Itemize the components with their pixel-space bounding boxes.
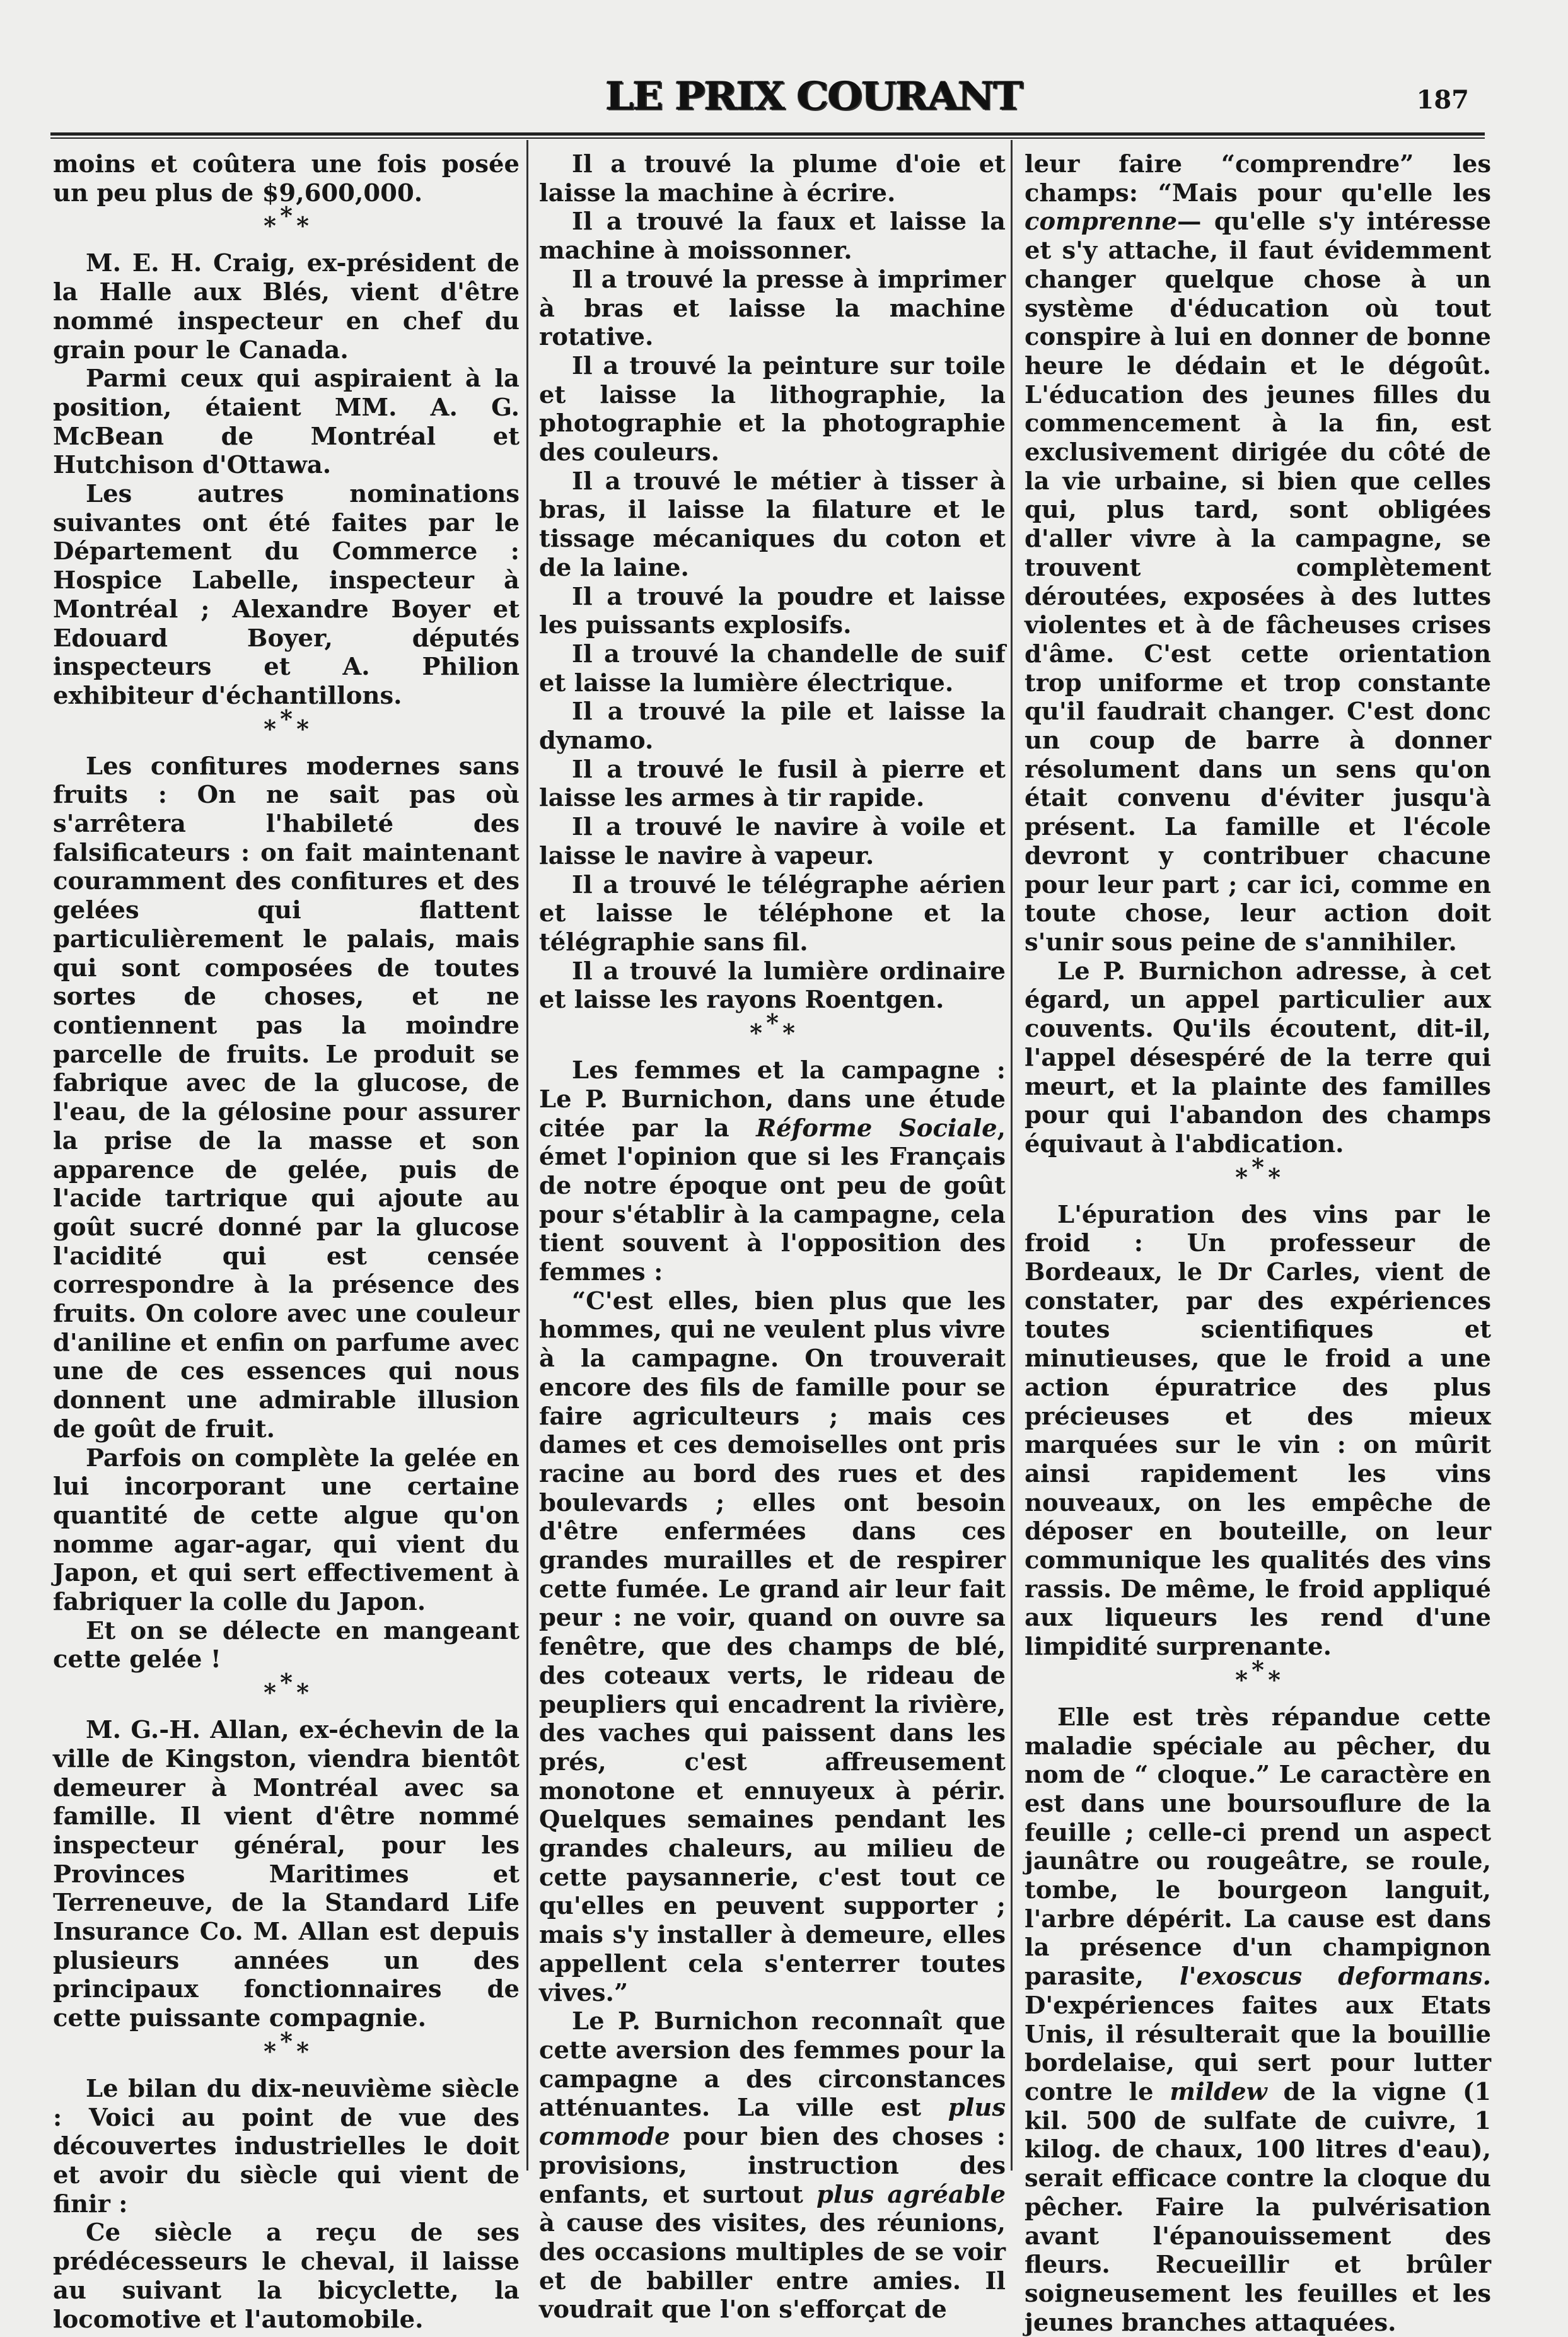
paragraph: Il a trouvé la chandelle de suif et laisse la lumière électrique. [539, 639, 1006, 697]
paragraph: Il a trouvé la faux et laisse la machine à moissonner. [539, 207, 1006, 265]
paragraph: Parmi ceux qui aspiraient à la position, étaient MM. A. G. McBean de Montréal et Hutchison d'Ottawa. [53, 364, 520, 480]
paragraph: Il a trouvé le navire à voile et laisse le navire à vapeur. [539, 813, 1006, 870]
asterism: * * * [264, 704, 309, 743]
paragraph: L'épuration des vins par le froid : Un professeur de Bordeaux, le Dr Carles, vient de constater, par des expériences toutes scientifiques et minutieuses, que le froid a une action épuratrice des plus précieuses et des mieux marquées sur le vin : on mûrit ainsi rapidement les vins nouveaux, on les empêche de déposer en bouteille, on leur communique les qualités des vins rassis. De même, le froid appliqué aux liqueurs les rend d'une limpidité surprenante. [1025, 1200, 1491, 1662]
paragraph: M. G.-H. Allan, ex-échevin de la ville de Kingston, viendra bientôt demeurer à Montréal avec sa famille. Il vient d'être nommé inspecteur général, pour les Provinces Maritimes et Terreneuve, de la Standard Life Insurance Co. M. Allan est depuis plusieurs années un des principaux fonctionnaires de cette puissante compagnie. [53, 1716, 520, 2033]
text-run: Les femmes et la campagne : Le P. Burnichon, dans une étude citée par la [539, 1056, 1006, 1143]
paragraph: Parfois on complète la gelée en lui incorporant une certaine quantité de cette algue qu'on nomme agar-agar, qui vient du Japon, et qui sert effectivement à fabriquer la colle du Japon. [53, 1443, 520, 1617]
column-1 [53, 150, 520, 2334]
text-run: D'expériences faites aux Etats Unis, il résulterait que la bouillie bordelaise, qui sert pour lutter contre le [1025, 1991, 1491, 2106]
paragraph: Il a trouvé le télégraphe aérien et laisse le téléphone et la télégraphie sans fil. [539, 870, 1006, 957]
asterism: * * * [264, 2026, 309, 2065]
italic-run: mildew [1170, 2078, 1267, 2106]
masthead [50, 60, 1482, 129]
paragraph: Les autres nominations suivantes ont été faites par le Département du Commerce : Hospice Labelle, inspecteur à Montréal ; Alexandre Boyer et Edouard Boyer, députés inspecteurs et A. Philion exhibiteur d'échantillons. [53, 480, 520, 710]
paragraph: Il a trouvé la lumière ordinaire et laisse les rayons Roentgen. [539, 957, 1006, 1015]
italic-run: plus commode [539, 2094, 1006, 2152]
text-run: à cause des visites, des réunions, des occasions multiples de se voir et de babiller entre amies. Il voudrait que l'on s'efforçat de [539, 2209, 1006, 2324]
asterism: * * * [264, 201, 309, 240]
column-2 [539, 150, 1006, 2324]
text-run: de la vigne (1 kil. 500 de sulfate de cuivre, 1 kilog. de chaux, 100 litres d'eau), serait efficace contre la cloque du pêcher. Faire la pulvérisation avant l'épanouissement des fleurs. Recueillir et brûler soigneusement les feuilles et les jeunes branches attaquées. [1025, 2078, 1491, 2337]
paragraph: moins et coûtera une fois posée un peu plus de $9,600,000. [53, 150, 520, 207]
italic-run: comprenne [1025, 207, 1178, 236]
paragraph: M. E. H. Craig, ex-président de la Halle aux Blés, vient d'être nommé inspecteur en chef du grain pour le Canada. [53, 249, 520, 364]
asterism: * * * [1235, 1152, 1281, 1191]
paragraph: Il a trouvé le fusil à pierre et laisse les armes à tir rapide. [539, 755, 1006, 813]
text-run: , émet l'opinion que si les Français de notre époque ont peu de goût pour s'établir à la campagne, cela tient souvent à l'opposition des femmes : [539, 1114, 1006, 1287]
paragraph: Il a trouvé la poudre et laisse les puissants explosifs. [539, 582, 1006, 640]
asterism: * * * [264, 1668, 309, 1707]
asterism: * * * [750, 1008, 795, 1047]
paragraph [539, 2007, 1006, 2324]
paragraph: Les confitures modernes sans fruits : On ne sait pas où s'arrêtera l'habileté des falsificateurs : on fait maintenant couramment des confitures et des gelées qui flattent particulièrement le palais, mais qui sont composées de toutes sortes de choses, et ne contiennent pas la moindre parcelle de fruits. Le produit se fabrique avec de la glucose, de l'eau, de la gélosine pour assurer la prise de la masse et son apparence de gelée, puis de l'acide tartrique qui ajoute au goût sucré donné par la glucose l'acidité qui est censée correspondre à la présence des fruits. On colore avec une couleur d'aniline et enfin on parfume avec une de ces essences qui nous donnent une admirable illusion de goût de fruit. [53, 752, 520, 1443]
italic-run: plus agréable [816, 2180, 1006, 2209]
paragraph: Le P. Burnichon adresse, à cet égard, un appel particulier aux couvents. Qu'ils écoutent, dit-il, l'appel désespéré de la terre qui meurt, et la plainte des familles pour qui l'abandon des champs équivaut à l'abdication. [1025, 957, 1491, 1158]
text-run: Elle est très répandue cette maladie spéciale au pêcher, du nom de “ cloque.” Le caractère en est dans une boursouflure de la feuille ; celle-ci prend un aspect jaunâtre ou rougeâtre, se roule, tombe, le bourgeon languit, l'arbre dépérit. La cause est dans la présence d'un champignon parasite, [1025, 1703, 1491, 1991]
text-run: leur faire “comprendre” les champs: “Mais pour qu'elle les [1025, 150, 1491, 207]
paragraph: Il a trouvé le métier à tisser à bras, il laisse la filature et le tissage mécaniques du coton et de la laine. [539, 467, 1006, 582]
text-run: — qu'elle s'y intéresse et s'y attache, il faut évidemment changer quelque chose à un système d'éducation où tout conspire à lui en donner de bonne heure le dédain et le dégoût. L'éducation des jeunes filles du commencement à la fin, est exclusivement dirigée du côté de la vie urbaine, si bien que celles qui, plus tard, sont obligées d'aller vivre à la campagne, se trouvent complètement déroutées, exposées à des luttes violentes et à de fâcheuses crises d'âme. C'est cette orientation trop uniforme et trop constante qu'il faudrait changer. C'est donc un coup de barre à donner résolument dans un sens qu'on était convenu d'éviter jusqu'à présent. La famille et l'école devront y contribuer chacune pour leur part ; car ici, comme en toute chose, leur action doit s'unir sous peine de s'annihiler. [1025, 207, 1491, 957]
text-run: Le P. Burnichon reconnaît que cette aversion des femmes pour la campagne a des circonstances atténuantes. La ville est [539, 2007, 1006, 2123]
paragraph: “C'est elles, bien plus que les hommes, qui ne veulent plus vivre à la campagne. On trouverait encore des fils de famille pour se faire agriculteurs ; mais ces dames et ces demoiselles ont pris racine au bord des rues et des boulevards ; elles ont besoin d'être enfermées dans ces grandes murailles et de respirer cette fumée. Le grand air leur fait peur : ne voir, quand on ouvre sa fenêtre, que des champs de blé, des coteaux verts, le rideau de peupliers qui encadrent la rivière, des vaches qui paissent dans les prés, c'est affreusement monotone et ennuyeux à périr. Quelques semaines pendant les grandes chaleurs, au milieu de cette paysannerie, c'est tout ce qu'elles en peuvent supporter ; mais s'y installer à demeure, elles appellent cela s'enterrer toutes vives.” [539, 1286, 1006, 2007]
header-rule [50, 132, 1485, 139]
column-divider [1011, 140, 1013, 2171]
paragraph: Il a trouvé la presse à imprimer à bras et laisse la machine rotative. [539, 265, 1006, 352]
italic-run: Réforme Sociale [756, 1114, 997, 1143]
paragraph: Le bilan du dix-neuvième siècle : Voici au point de vue des découvertes industrielles le doit et avoir du siècle qui vient de finir : [53, 2074, 520, 2218]
paragraph: Il a trouvé la peinture sur toile et laisse la lithographie, la photographie et la photographie des couleurs. [539, 351, 1006, 467]
masthead-logo: LE PRIX COURANT [605, 73, 1022, 119]
paragraph: Et on se délecte en mangeant cette gelée ! [53, 1616, 520, 1674]
asterism: * * * [1235, 1655, 1281, 1694]
column-3 [1025, 150, 1491, 2337]
paragraph: Ce siècle a reçu de ses prédécesseurs le cheval, il laisse au suivant la bicyclette, la locomotive et l'automobile. [53, 2218, 520, 2334]
paragraph [539, 1056, 1006, 1287]
text-run: pour bien des choses : provisions, instruction des enfants, et surtout [539, 2123, 1006, 2209]
paragraph: Il a trouvé la plume d'oie et laisse la machine à écrire. [539, 150, 1006, 207]
paragraph [1025, 150, 1491, 957]
italic-run: l'exoscus deformans. [1180, 1962, 1491, 1991]
page-number: 187 [1416, 85, 1469, 115]
paragraph [1025, 1703, 1491, 2337]
paragraph: Il a trouvé la pile et laisse la dynamo. [539, 697, 1006, 755]
column-divider [526, 140, 528, 2171]
